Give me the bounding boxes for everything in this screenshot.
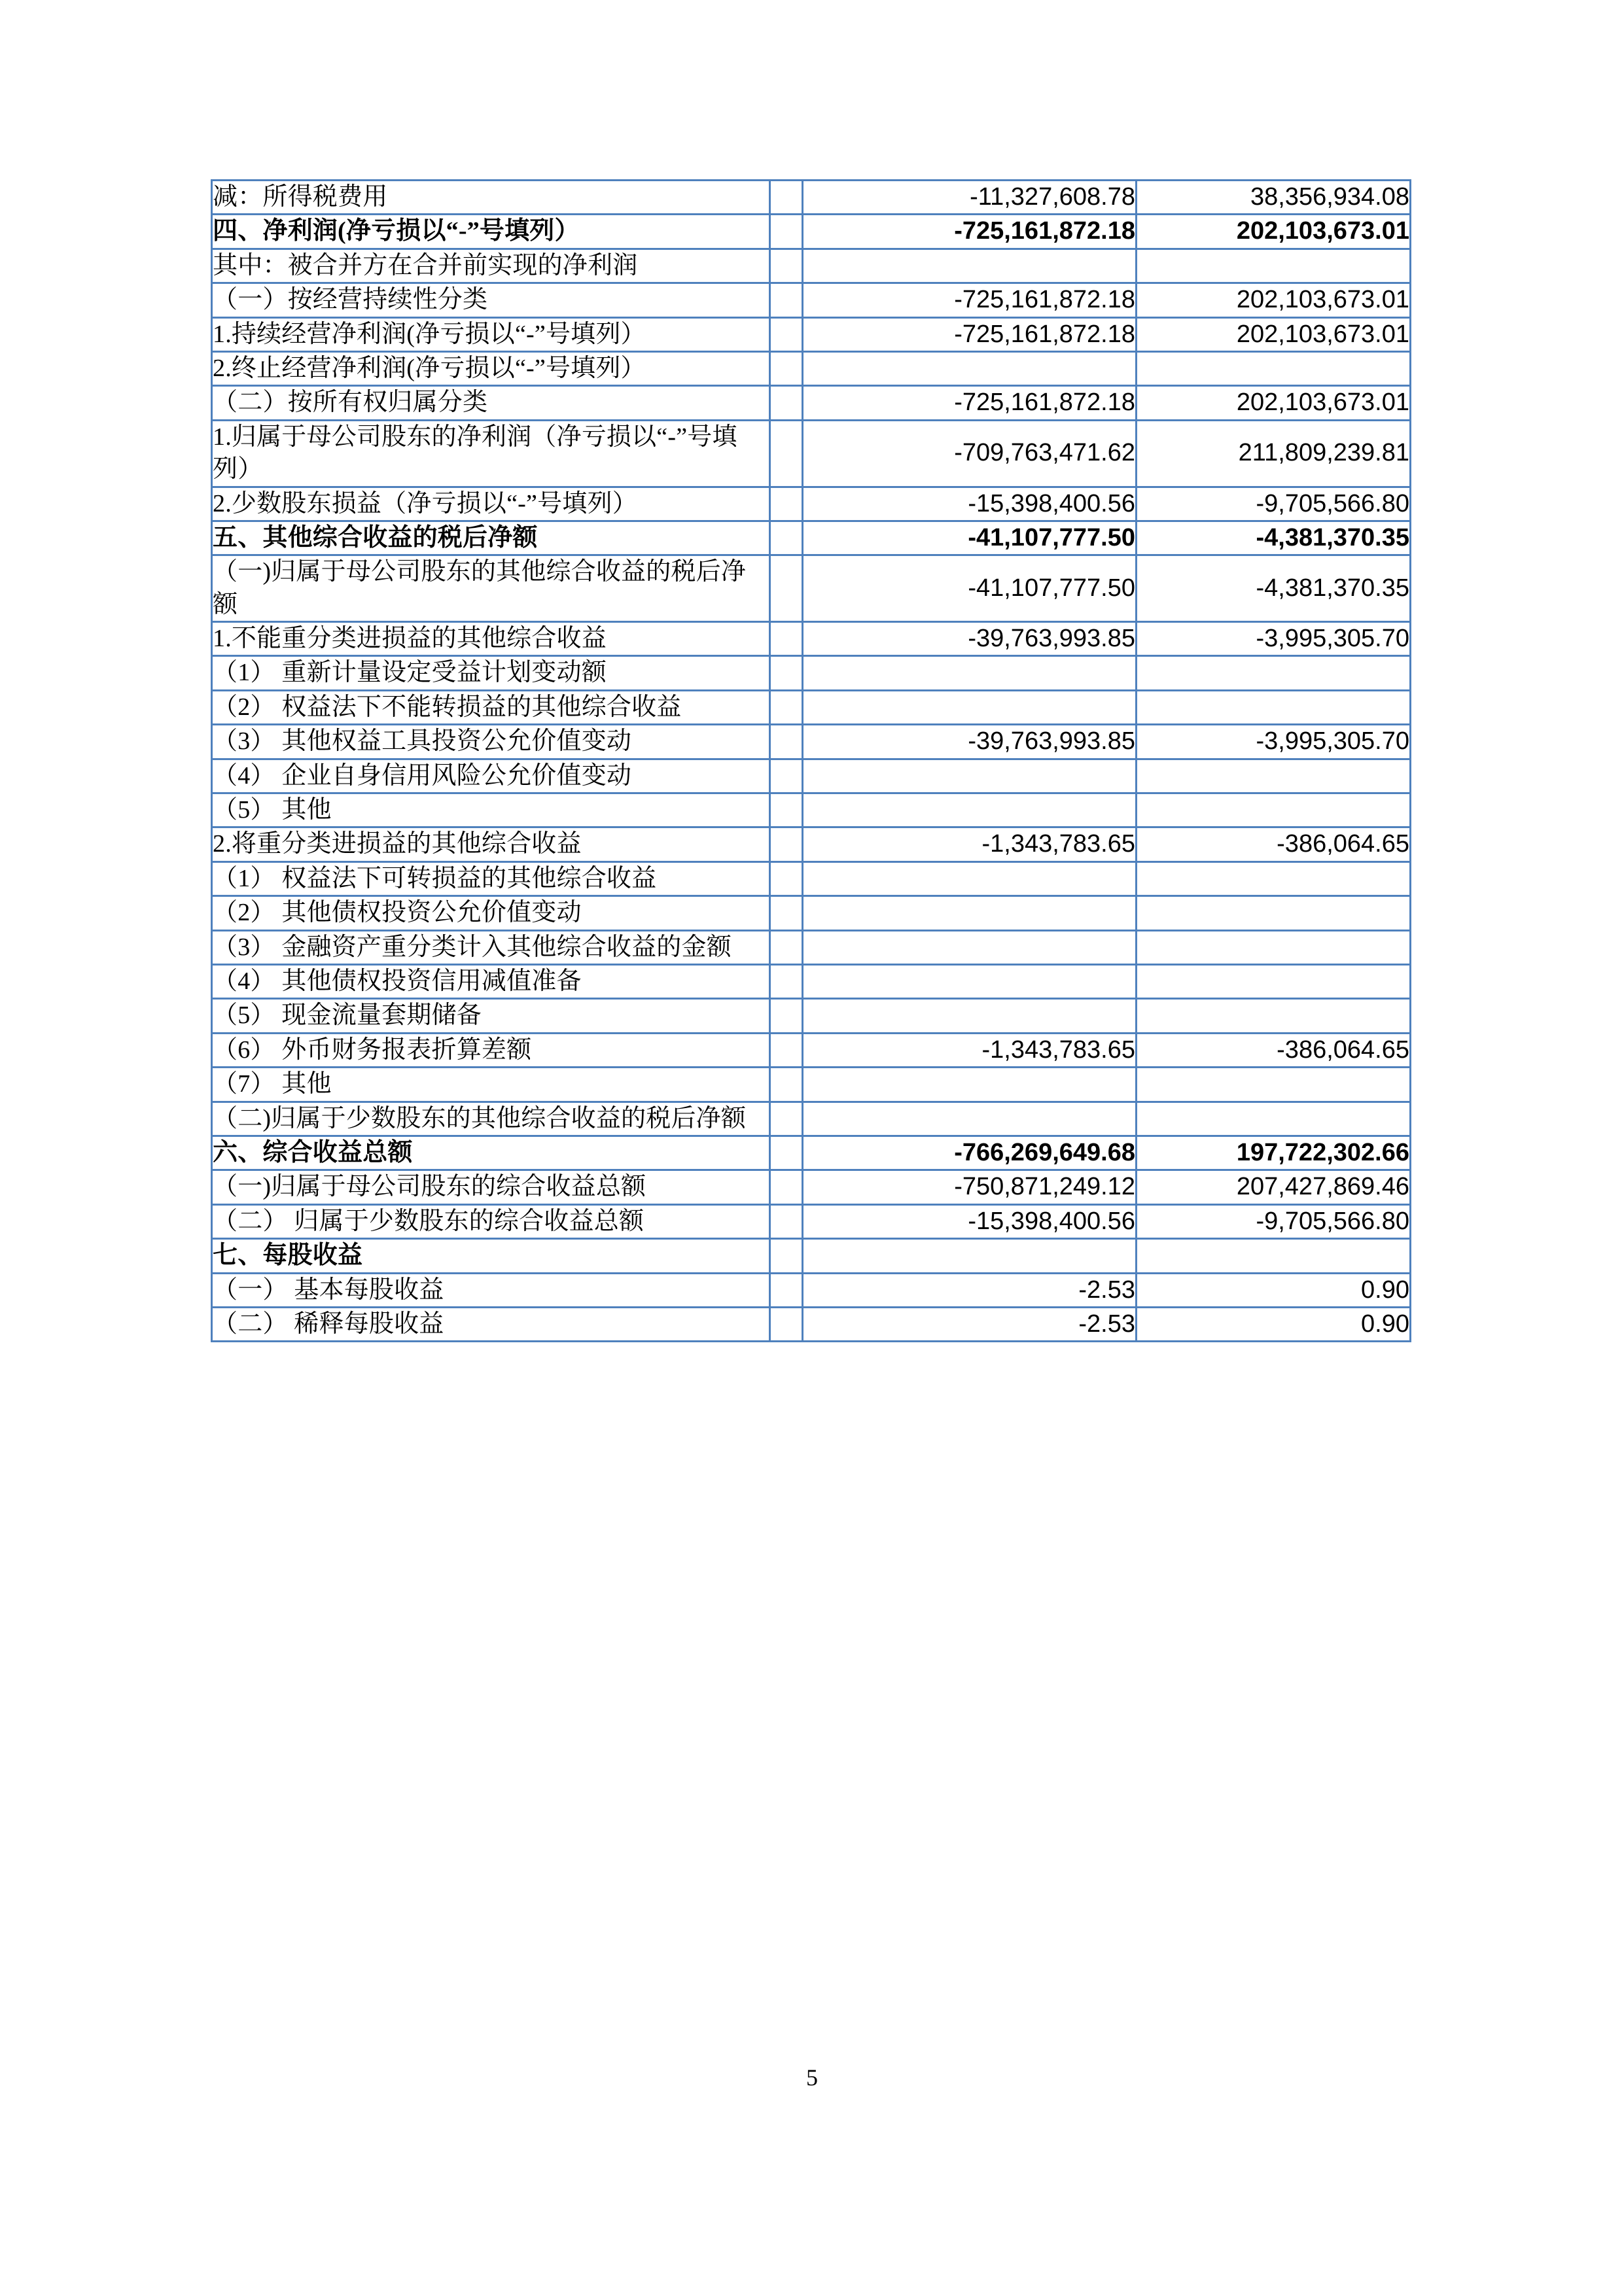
row-note-cell [770,1170,803,1204]
row-value-current-period: -725,161,872.18 [803,317,1137,351]
table-row [212,487,1411,521]
table-row [212,999,1411,1033]
row-note-cell [770,1204,803,1238]
row-label: （二） 归属于少数股东的综合收益总额 [212,1204,770,1238]
row-label: 2.将重分类进损益的其他综合收益 [212,827,770,861]
row-value-current-period: -2.53 [803,1307,1137,1341]
row-value-prior-period: 207,427,869.46 [1137,1170,1411,1204]
row-note-cell [770,793,803,827]
row-value-current-period: -15,398,400.56 [803,1204,1137,1238]
row-note-cell [770,1239,803,1273]
row-label: （二） 稀释每股收益 [212,1307,770,1341]
row-value-current-period: -709,763,471.62 [803,420,1137,487]
row-value-current-period: -11,327,608.78 [803,181,1137,215]
row-note-cell [770,249,803,283]
row-label: 1.不能重分类进损益的其他综合收益 [212,622,770,656]
row-value-prior-period: -4,381,370.35 [1137,521,1411,555]
row-note-cell [770,1068,803,1102]
row-label: 2.终止经营净利润(净亏损以“-”号填列） [212,351,770,385]
table-row [212,1307,1411,1341]
row-label: （5） 其他 [212,793,770,827]
row-value-current-period: -766,269,649.68 [803,1136,1137,1170]
row-value-prior-period [1137,1102,1411,1136]
table-row [212,1239,1411,1273]
row-value-current-period [803,896,1137,930]
table-row [212,1273,1411,1307]
table-row [212,964,1411,998]
table-row [212,793,1411,827]
row-note-cell [770,999,803,1033]
row-value-current-period: -2.53 [803,1273,1137,1307]
table-row [212,896,1411,930]
row-label: （4） 企业自身信用风险公允价值变动 [212,759,770,793]
row-value-prior-period [1137,896,1411,930]
table-row [212,181,1411,215]
row-label: （一） 基本每股收益 [212,1273,770,1307]
row-value-current-period: -39,763,993.85 [803,622,1137,656]
row-value-current-period: -725,161,872.18 [803,386,1137,420]
row-label: 六、综合收益总额 [212,1136,770,1170]
row-value-prior-period: -9,705,566.80 [1137,1204,1411,1238]
row-value-current-period [803,249,1137,283]
row-value-prior-period [1137,861,1411,896]
row-value-prior-period: -9,705,566.80 [1137,487,1411,521]
row-value-prior-period [1137,1239,1411,1273]
row-value-current-period [803,1239,1137,1273]
row-value-prior-period: 202,103,673.01 [1137,317,1411,351]
row-note-cell [770,1102,803,1136]
row-label: 减：所得税费用 [212,181,770,215]
row-label: （1） 权益法下可转损益的其他综合收益 [212,861,770,896]
row-note-cell [770,725,803,759]
row-label: 1.归属于母公司股东的净利润（净亏损以“-”号填列） [212,420,770,487]
table-row [212,1204,1411,1238]
table-row [212,1033,1411,1067]
row-value-prior-period: 202,103,673.01 [1137,283,1411,317]
row-note-cell [770,759,803,793]
row-label: （一)归属于母公司股东的其他综合收益的税后净额 [212,555,770,622]
row-value-current-period: -725,161,872.18 [803,283,1137,317]
row-value-prior-period [1137,351,1411,385]
row-value-current-period: -41,107,777.50 [803,555,1137,622]
row-value-current-period [803,759,1137,793]
table-row [212,1170,1411,1204]
row-note-cell [770,930,803,964]
row-note-cell [770,861,803,896]
row-label: （一）按经营持续性分类 [212,283,770,317]
row-label: （一)归属于母公司股东的综合收益总额 [212,1170,770,1204]
row-value-prior-period [1137,1068,1411,1102]
row-value-prior-period: 0.90 [1137,1273,1411,1307]
row-value-current-period [803,351,1137,385]
row-value-prior-period [1137,759,1411,793]
row-value-current-period [803,964,1137,998]
row-note-cell [770,420,803,487]
row-label: （2） 其他债权投资公允价值变动 [212,896,770,930]
row-label: 七、每股收益 [212,1239,770,1273]
row-value-prior-period: 202,103,673.01 [1137,386,1411,420]
row-value-prior-period [1137,793,1411,827]
row-note-cell [770,656,803,690]
row-note-cell [770,622,803,656]
table-row [212,759,1411,793]
row-value-prior-period: 211,809,239.81 [1137,420,1411,487]
table-row [212,930,1411,964]
row-note-cell [770,351,803,385]
row-value-prior-period: -3,995,305.70 [1137,725,1411,759]
row-note-cell [770,555,803,622]
row-value-prior-period: -386,064.65 [1137,827,1411,861]
row-label: 其中：被合并方在合并前实现的净利润 [212,249,770,283]
table-body [212,181,1411,1342]
table-row [212,386,1411,420]
row-note-cell [770,283,803,317]
row-value-current-period [803,1102,1137,1136]
row-value-current-period [803,690,1137,724]
row-note-cell [770,827,803,861]
row-note-cell [770,487,803,521]
row-label: （4） 其他债权投资信用减值准备 [212,964,770,998]
table-row [212,555,1411,622]
row-value-current-period: -725,161,872.18 [803,215,1137,249]
row-label: （2） 权益法下不能转损益的其他综合收益 [212,690,770,724]
row-value-current-period: -39,763,993.85 [803,725,1137,759]
row-note-cell [770,1033,803,1067]
row-value-current-period: -750,871,249.12 [803,1170,1137,1204]
row-note-cell [770,1307,803,1341]
row-label: （6） 外币财务报表折算差额 [212,1033,770,1067]
row-label: （7） 其他 [212,1068,770,1102]
row-value-prior-period [1137,999,1411,1033]
row-value-current-period [803,1068,1137,1102]
page-number: 5 [806,2064,818,2091]
row-note-cell [770,317,803,351]
row-note-cell [770,215,803,249]
row-note-cell [770,521,803,555]
table-row [212,690,1411,724]
row-value-current-period: -15,398,400.56 [803,487,1137,521]
table-row [212,351,1411,385]
row-value-prior-period [1137,690,1411,724]
table-row [212,317,1411,351]
table-row [212,1102,1411,1136]
row-value-current-period [803,656,1137,690]
income-statement-table [211,179,1411,1342]
row-value-prior-period: 202,103,673.01 [1137,215,1411,249]
row-note-cell [770,386,803,420]
row-value-prior-period: 197,722,302.66 [1137,1136,1411,1170]
row-label: （1） 重新计量设定受益计划变动额 [212,656,770,690]
row-value-prior-period: -386,064.65 [1137,1033,1411,1067]
table-row [212,1136,1411,1170]
table-row [212,861,1411,896]
row-label: 1.持续经营净利润(净亏损以“-”号填列） [212,317,770,351]
row-value-current-period [803,999,1137,1033]
row-value-prior-period: 0.90 [1137,1307,1411,1341]
table-row [212,521,1411,555]
table-row [212,420,1411,487]
row-value-prior-period [1137,249,1411,283]
row-value-current-period [803,861,1137,896]
row-note-cell [770,896,803,930]
row-note-cell [770,1136,803,1170]
row-value-prior-period [1137,930,1411,964]
row-label: （5） 现金流量套期储备 [212,999,770,1033]
row-value-prior-period: 38,356,934.08 [1137,181,1411,215]
row-label: 四、净利润(净亏损以“-”号填列） [212,215,770,249]
row-label: （3） 金融资产重分类计入其他综合收益的金额 [212,930,770,964]
table-row [212,215,1411,249]
row-label: 2.少数股东损益（净亏损以“-”号填列） [212,487,770,521]
row-value-prior-period [1137,964,1411,998]
row-label: （二）按所有权归属分类 [212,386,770,420]
table-row [212,622,1411,656]
table-row [212,725,1411,759]
row-value-current-period: -1,343,783.65 [803,1033,1137,1067]
row-label: （3） 其他权益工具投资公允价值变动 [212,725,770,759]
row-note-cell [770,690,803,724]
row-value-current-period [803,930,1137,964]
row-value-current-period [803,793,1137,827]
table-row [212,283,1411,317]
row-label: （二)归属于少数股东的其他综合收益的税后净额 [212,1102,770,1136]
table-row [212,249,1411,283]
row-value-prior-period: -3,995,305.70 [1137,622,1411,656]
row-note-cell [770,964,803,998]
row-note-cell [770,1273,803,1307]
row-value-current-period: -1,343,783.65 [803,827,1137,861]
table-row [212,656,1411,690]
row-value-prior-period: -4,381,370.35 [1137,555,1411,622]
table-row [212,1068,1411,1102]
row-label: 五、其他综合收益的税后净额 [212,521,770,555]
row-value-current-period: -41,107,777.50 [803,521,1137,555]
table-row [212,827,1411,861]
row-note-cell [770,181,803,215]
row-value-prior-period [1137,656,1411,690]
